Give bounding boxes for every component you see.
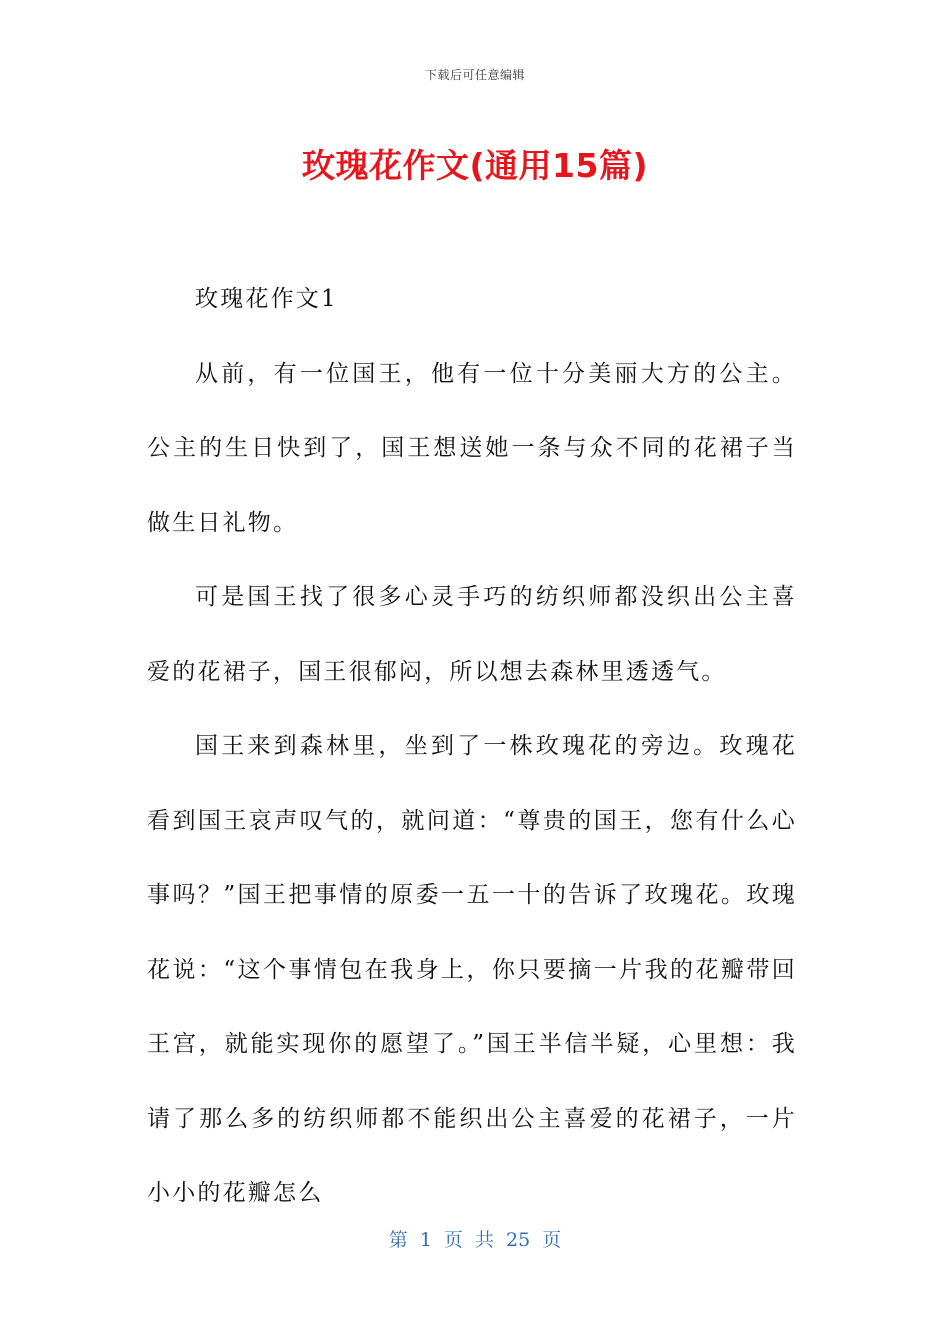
paragraph-1: 从前，有一位国王，他有一位十分美丽大方的公主。公主的生日快到了，国王想送她一条与众不同的花裙子当做生日礼物。 <box>147 360 797 536</box>
document-body <box>147 262 797 1231</box>
page-number: 第 1 页 共 25 页 <box>388 1229 562 1251</box>
paragraph-2: 可是国王找了很多心灵手巧的纺织师都没织出公主喜爱的花裙子，国王很郁闷，所以想去森林里透透气。 <box>147 584 797 685</box>
download-note: 下载后可任意编辑 <box>424 68 525 82</box>
document-title: 玫瑰花作文(通用15篇) <box>301 146 649 185</box>
paragraph-3: 国王来到森林里，坐到了一株玫瑰花的旁边。玫瑰花看到国王哀声叹气的，就问道：“尊贵的国王，您有什么心事吗？”国王把事情的原委一五一十的告诉了玫瑰花。玫瑰花说：“这个事情包在我身上，你只要摘一片我的花瓣带回王宫，就能实现你的愿望了。”国王半信半疑，心里想：我请了那么多的纺织师都不能织出公主喜爱的花裙子，一片小小的花瓣怎么 <box>147 733 797 1206</box>
section-heading: 玫瑰花作文1 <box>195 286 338 312</box>
